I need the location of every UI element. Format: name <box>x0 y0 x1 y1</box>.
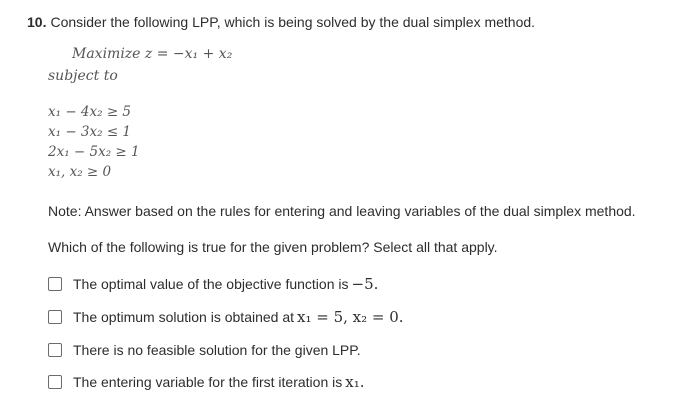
option-1-text: The optimal value of the objective function is <box>73 276 349 292</box>
option-2-checkbox[interactable] <box>48 310 62 324</box>
prompt-text: Which of the following is true for the given problem? Select all that apply. <box>48 239 498 255</box>
question-header <box>27 14 535 30</box>
option-2-text: The optimum solution is obtained at <box>73 309 295 325</box>
option-1-checkbox[interactable] <box>48 277 62 291</box>
constraint-2: x₁ − 3x₂ ≤ 1 <box>48 124 132 140</box>
option-3[interactable] <box>48 342 361 358</box>
subject-to-label: subject to <box>48 68 118 84</box>
question-text: Consider the following LPP, which is being solved by the dual simplex method. <box>50 14 536 30</box>
question-number: 10. <box>27 14 47 30</box>
option-4[interactable] <box>48 373 365 391</box>
option-3-checkbox[interactable] <box>48 343 62 357</box>
note-text: Note: Answer based on the rules for entering and leaving variables of the dual simplex method. <box>48 203 636 219</box>
option-2[interactable] <box>48 308 404 326</box>
option-2-math: x₁ = 5, x₂ = 0. <box>297 308 404 326</box>
option-4-checkbox[interactable] <box>48 375 62 389</box>
constraint-1: x₁ − 4x₂ ≥ 5 <box>48 104 132 120</box>
option-4-math: x₁. <box>345 373 365 391</box>
option-4-text: The entering variable for the first iteration is <box>73 374 343 390</box>
nonnegativity-constraint: x₁, x₂ ≥ 0 <box>48 164 112 180</box>
option-1[interactable] <box>48 275 378 293</box>
option-1-math: −5. <box>351 275 379 293</box>
constraint-3: 2x₁ − 5x₂ ≥ 1 <box>48 144 140 160</box>
objective-function: Maximize z = −x₁ + x₂ <box>72 46 233 62</box>
option-3-text: There is no feasible solution for the given LPP. <box>73 342 361 358</box>
